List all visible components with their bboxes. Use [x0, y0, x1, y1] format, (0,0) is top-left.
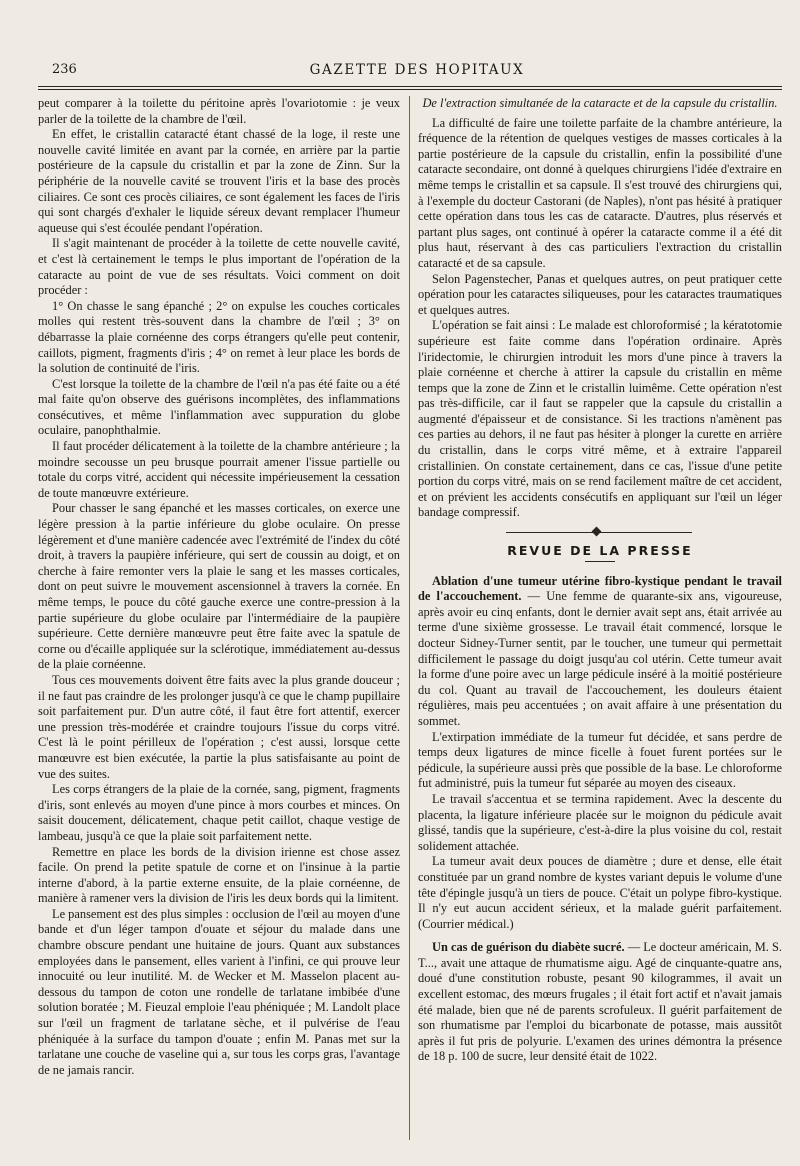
header-rule-double [38, 89, 782, 90]
paragraph: Selon Pagenstecher, Panas et quelques autres, on peut pratiquer cette opération pour les cataractes siliqueuses, pour les cataractes traumatiques et quelques autres. [418, 271, 782, 317]
paragraph: C'est lorsque la toilette de la chambre de l'œil n'a pas été faite ou a été mal faite qu'on observe des guérisons incomplètes, des inflammations consécutives, et même l'inflammation avec suppuration du globe oculaire, panophthalmie. [38, 376, 400, 438]
section-separator [418, 527, 782, 539]
left-column [38, 96, 400, 1144]
column-divider [409, 96, 410, 1140]
paragraph: Le travail s'accentua et se termina rapidement. Avec la descente du placenta, la ligature inférieure placée sur le moignon du pédicule avait glissé, tandis que la supérieure, c'est-à-dire la plus voisine du col, restait solidement attachée. [418, 791, 782, 853]
paragraph: Les corps étrangers de la plaie de la cornée, sang, pigment, fragments d'iris, sont enlevés au moyen d'une pince à mors courbes et minces. On saisit doucement, délicatement, chaque petit caillot, chaque vestige de lambeau, jusqu'à ce que la plaie soit parfaitement nette. [38, 782, 400, 843]
paragraph: L'opération se fait ainsi : Le malade est chloroformisé ; la kératotomie supérieure est faite comme dans l'opération ordinaire. Après l'iridectomie, le chirurgien introduit les mors d'une pince à travers la plaie cornéenne et cherche à attirer la capsule du cristallin en même temps que la zone de Zinn et le cristallin luimême. Cette opération n'est pas très-difficile, car il faut se rappeler que la capsule du cristallin a augmenté d'épaisseur et de consistance. Si les tractions n'amènent pas ces parties au dehors, il ne faut pas hésiter à plonger la curette en arrière du cristallin, dans le corps vitré même, et à extraire l'appareil cristallinien. On constate certainement, dans ce cas, l'issue d'une petite portion du corps vitré, mais on se rend facilement maître de cet accident, et on prévient les accidents consécutifs en appliquant sur l'œil un léger bandage compressif. [418, 318, 782, 520]
paragraph: 1° On chasse le sang épanché ; 2° on expulse les couches corticales molles qui restent très-souvent dans la chambre de l'œil ; 3° on débarrasse la plaie cornéenne des corps étrangers qu'elle peut contenir, caillots, pigment, fragments d'iris ; 4° on remet à leur place les bords de la solution de continuité de l'iris. [38, 298, 400, 376]
page-number: 236 [52, 62, 77, 77]
paragraph: Pour chasser le sang épanché et les masses corticales, on exerce une légère pression à la partie inférieure du globe oculaire. On presse légèrement et d'une manière cadencée avec l'extrémité de l'index du côté droit, à travers la paupière inférieure, qui sert de coussin au doigt, et on cherche à faire remonter vers la plaie le sang et les masses corticales, dont on peut suivre le mouvement ascensionnel à travers la cornée. En même temps, le pouce du côté gauche exerce une contre-pression à la partie supérieure du globe oculaire par l'intermédiaire de la paupière supérieure. Cette dernière manœuvre peut être faite avec la spatule de corne ou d'écaille appliquée sur la sclérotique, immédiatement au-dessus de la plaie cornéenne. [38, 501, 400, 672]
paragraph: En effet, le cristallin cataracté étant chassé de la loge, il reste une nouvelle cavité limitée en avant par la cornée, en arrière par la partie postérieure de la capsule du cristallin et par la zone de Zinn. Sur la périphérie de la nouvelle cavité se trouvent l'iris et la base des procès ciliaires. Ce sont ces procès ciliaires, ce sont également les faces de l'iris qui sont chargés d'exhaler le liquide séreux devant remplacer l'humeur aqueuse qui s'est écoulée pendant l'opération. [38, 127, 400, 235]
paragraph: Il s'agit maintenant de procéder à la toilette de cette nouvelle cavité, et c'est là certainement le temps le plus important de l'opération de la cataracte au point de vue de ses résultats. Voici comment on doit procéder : [38, 236, 400, 298]
paragraph: Remettre en place les bords de la division irienne est chose assez facile. On prend la petite spatule de corne et on l'insinue à la partie interne d'abord, à la partie externe ensuite, de la plaie cornéenne, de manière à ramener vers la division de l'iris les deux bords qui la limitent. [38, 844, 400, 906]
right-column [418, 96, 782, 1144]
paragraph: Il faut procéder délicatement à la toilette de la chambre antérieure ; la moindre secousse un peu brusque pourrait amener l'issue partielle ou totale du corps vitré, accident qui nécessite impérieusement la cessation de toute manœuvre extérieure. [38, 439, 400, 500]
revue-heading: REVUE DE LA PRESSE [507, 543, 693, 559]
paragraph: peut comparer à la toilette du péritoine après l'ovariotomie : je veux parler de la toilette de la chambre de l'œil. [38, 96, 400, 126]
page-header [52, 60, 782, 84]
section-title: De l'extraction simultanée de la cataracte et de la capsule du cristallin. [422, 96, 778, 110]
journal-title: GAZETTE DES HOPITAUX [309, 62, 525, 78]
paragraph: La tumeur avait deux pouces de diamètre ; dure et dense, elle était constituée par un grand nombre de kystes variant depuis le volume d'une tête d'épingle jusqu'à un tiers de pouce. C'était un polype fibro-kystique. Il n'y eut aucun accident sérieux, et la malade guérit parfaitement. (Courrier médical.) [418, 854, 782, 931]
separator-ornament [592, 527, 602, 537]
article-diabete [418, 940, 782, 1065]
header-rule [38, 86, 782, 87]
paragraph: La difficulté de faire une toilette parfaite de la chambre antérieure, la fréquence de la rétention de quelques vestiges de masses corticales à la partie postérieure de la capsule du cristallin, enfin la possibilité d'une cataracte secondaire, ont donné à quelques chirurgiens l'idée d'extraire en même temps le cristallin et sa capsule. Il s'est trouvé des chirurgiens qui, à l'exemple du docteur Castorani (de Naples), n'ont pas hésité à pratiquer cette opération dans tous les cas de cataracte. D'autres, plus réservés et partant plus sages, ont continué à opérer la cataracte comme il a été dit plus haut, réservant à des cas particuliers l'extraction du cristallin cataracté et de sa capsule. [418, 115, 782, 270]
article-title: Ablation d'une tumeur utérine fibro-kystique pendant le travail de l'accouchement. [418, 573, 782, 604]
paragraph: Le pansement est des plus simples : occlusion de l'œil au moyen d'une bande et d'un léger tampon d'ouate et séjour du malade dans une chambre obscure pendant une huitaine de jours. Quant aux substances employées dans le pansement, elles varient à l'infini, ce qui prouve leur innocuité ou leur inutilité. M. de Wecker et M. Masselon placent au-dessous du tampon de coton une rondelle de tarlatane imbibée d'une solution boratée ; M. Fieuzal emploie l'eau phéniquée ; M. Landolt place sur l'œil un fragment de tarlatane sèche, et il pulvérise de l'eau phéniquée à la surface du tampon d'ouate ; enfin M. Panas met sur la tarlatane une couche de vaseline qui a, sur tous les corps gras, l'avantage de ne jamais rancir. [38, 906, 400, 1077]
article-ablation [418, 574, 782, 730]
paragraph: L'extirpation immédiate de la tumeur fut décidée, et sans perdre de temps deux ligatures de mince ficelle à fouet furent portées sur le pédicule, la supérieure aussi près que possible de la base. Le chloroforme fut administré, puis la tumeur fut séparée au moyen des ciseaux. [418, 729, 782, 791]
heading-rule [585, 561, 615, 562]
paragraph: Tous ces mouvements doivent être faits avec la plus grande douceur ; il ne faut pas craindre de les prolonger jusqu'à ce que le champ pupillaire soit parfaitement pur. D'un autre côté, il faut être fort attentif, exercer une pression très-modérée et craindre toujours l'issue du corps vitré. C'est là le point périlleux de l'opération ; c'est aussi, lorsque cette manœuvre est bien exécutée, la partie la plus satisfaisante au point de vue des suites. [38, 672, 400, 781]
article-intro: — Une femme de quarante-six ans, vigoureuse, après avoir eu cinq enfants, dont le dernier avait sept ans, était arrivée au terme d'une sixième grossesse. Le travail était commencé, lorsque le docteur Sidney-Turner sentit, par le toucher, une tumeur qui permettait difficilement le passage du doigt jusqu'au col utérin. Cette tumeur avait la forme d'une poire avec un large pédicule inséré à la moitié postérieure du col. Quant au travail de l'accouchement, les douleurs étaient régulières, mais peu accentuées ; on avait affaire à une présentation du sommet. [418, 589, 782, 728]
article-text: — Le docteur américain, M. S. T..., avait une attaque de rhumatisme aigu. Agé de cinquante-quatre ans, doué d'une constitution robuste, pesant 90 kilogrammes, il avait un excellent estomac, des mœurs frugales ; il était fort actif et n'avait jamais été malade, bien que né de parents scrofuleux. Il guérit parfaitement de son rhumatisme par l'emploi du bicarbonate de potasse, mais aussitôt après il fut pris de polyurie. L'examen des urines démontra la présence de 18 p. 100 de sucre, leur densité était de 1022. [418, 940, 782, 1064]
article-title: Un cas de guérison du diabète sucré. [432, 940, 625, 955]
